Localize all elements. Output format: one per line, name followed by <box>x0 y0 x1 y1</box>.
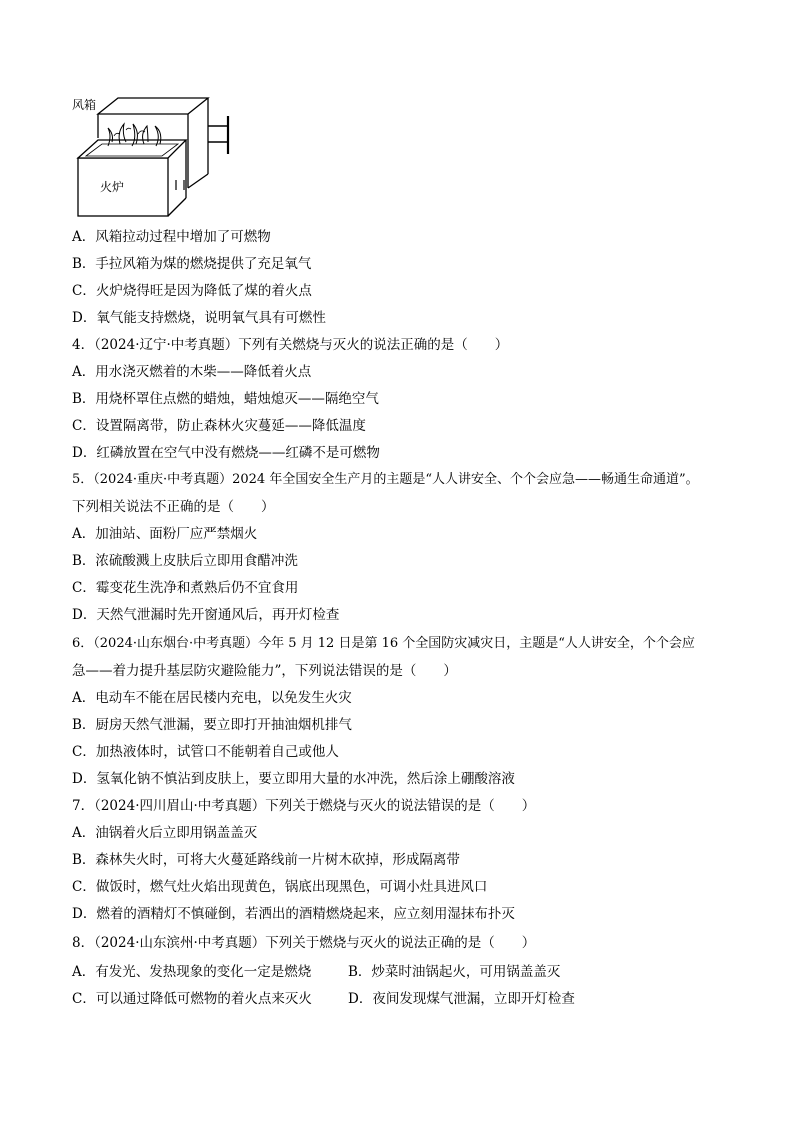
q7-option-a: A．油锅着火后立即用锅盖盖灭 <box>72 825 258 841</box>
q4-stem: 4．（2024·辽宁·中考真题）下列有关燃烧与灭火的说法正确的是（ ） <box>72 337 509 353</box>
bellows-furnace-figure <box>72 90 242 220</box>
q6-option-b: B．厨房天然气泄漏，要立即打开抽油烟机排气 <box>72 717 352 733</box>
bellows-furnace-diagram <box>72 90 242 220</box>
q5-option-b: B．浓硫酸溅上皮肤后立即用食醋冲洗 <box>72 553 298 569</box>
q5-option-d: D．天然气泄漏时先开窗通风后，再开灯检查 <box>72 607 340 623</box>
q7-stem: 7．（2024·四川眉山·中考真题）下列关于燃烧与灭火的说法错误的是（ ） <box>72 798 536 814</box>
q7-option-d: D．燃着的酒精灯不慎碰倒，若洒出的酒精燃烧起来，应立刻用湿抹布扑灭 <box>72 906 515 922</box>
q3-option-c: C．火炉烧得旺是因为降低了煤的着火点 <box>72 283 312 299</box>
q4-option-c: C．设置隔离带，防止森林火灾蔓延——降低温度 <box>72 418 366 434</box>
q4-option-a: A．用水浇灭燃着的木柴——降低着火点 <box>72 364 312 380</box>
q8-option-c: C．可以通过降低可燃物的着火点来灭火 <box>72 991 312 1007</box>
q8-stem: 8．（2024·山东滨州·中考真题）下列关于燃烧与灭火的说法正确的是（ ） <box>72 935 536 951</box>
q5-option-c: C．霉变花生洗净和煮熟后仍不宜食用 <box>72 580 299 596</box>
q8-option-a: A．有发光、发热现象的变化一定是燃烧 <box>72 964 312 980</box>
q6-stem-line2: 急——着力提升基层防灾避险能力”，下列说法错误的是（ ） <box>72 663 457 679</box>
q8-option-b: B．炒菜时油锅起火，可用锅盖盖灭 <box>348 964 561 980</box>
q5-option-a: A．加油站、面粉厂应严禁烟火 <box>72 526 258 542</box>
q6-option-c: C．加热液体时，试管口不能朝着自己或他人 <box>72 744 339 760</box>
q3-option-d: D．氧气能支持燃烧，说明氧气具有可燃性 <box>72 310 326 326</box>
q4-option-b: B．用烧杯罩住点燃的蜡烛，蜡烛熄灭——隔绝空气 <box>72 391 379 407</box>
q3-option-b: B．手拉风箱为煤的燃烧提供了充足氧气 <box>72 256 312 272</box>
q5-stem-line2: 下列相关说法不正确的是（ ） <box>72 499 275 515</box>
q6-stem-line1: 6．（2024·山东烟台·中考真题）今年 5 月 12 日是第 16 个全国防灾减灾日，主题是“人人讲安全，个个会应 <box>72 636 695 651</box>
bellows-label: 风箱 <box>72 98 97 112</box>
q7-option-b: B．森林失火时，可将大火蔓延路线前一片树木砍掉，形成隔离带 <box>72 852 460 868</box>
q3-option-a: A．风箱拉动过程中增加了可燃物 <box>72 229 271 245</box>
q4-option-d: D．红磷放置在空气中没有燃烧——红磷不是可燃物 <box>72 445 380 461</box>
q6-option-a: A．电动车不能在居民楼内充电，以免发生火灾 <box>72 690 352 706</box>
q6-option-d: D．氢氧化钠不慎沾到皮肤上，要立即用大量的水冲洗，然后涂上硼酸溶液 <box>72 771 515 787</box>
furnace-label: 火炉 <box>100 180 125 194</box>
q8-option-d: D．夜间发现煤气泄漏，立即开灯检查 <box>348 991 575 1007</box>
q7-option-c: C．做饭时，燃气灶火焰出现黄色，锅底出现黑色，可调小灶具进风口 <box>72 879 488 895</box>
q5-stem-line1: 5．（2024·重庆·中考真题）2024 年全国安全生产月的主题是“人人讲安全、个个会应急——畅通生命通道”。 <box>72 472 699 487</box>
